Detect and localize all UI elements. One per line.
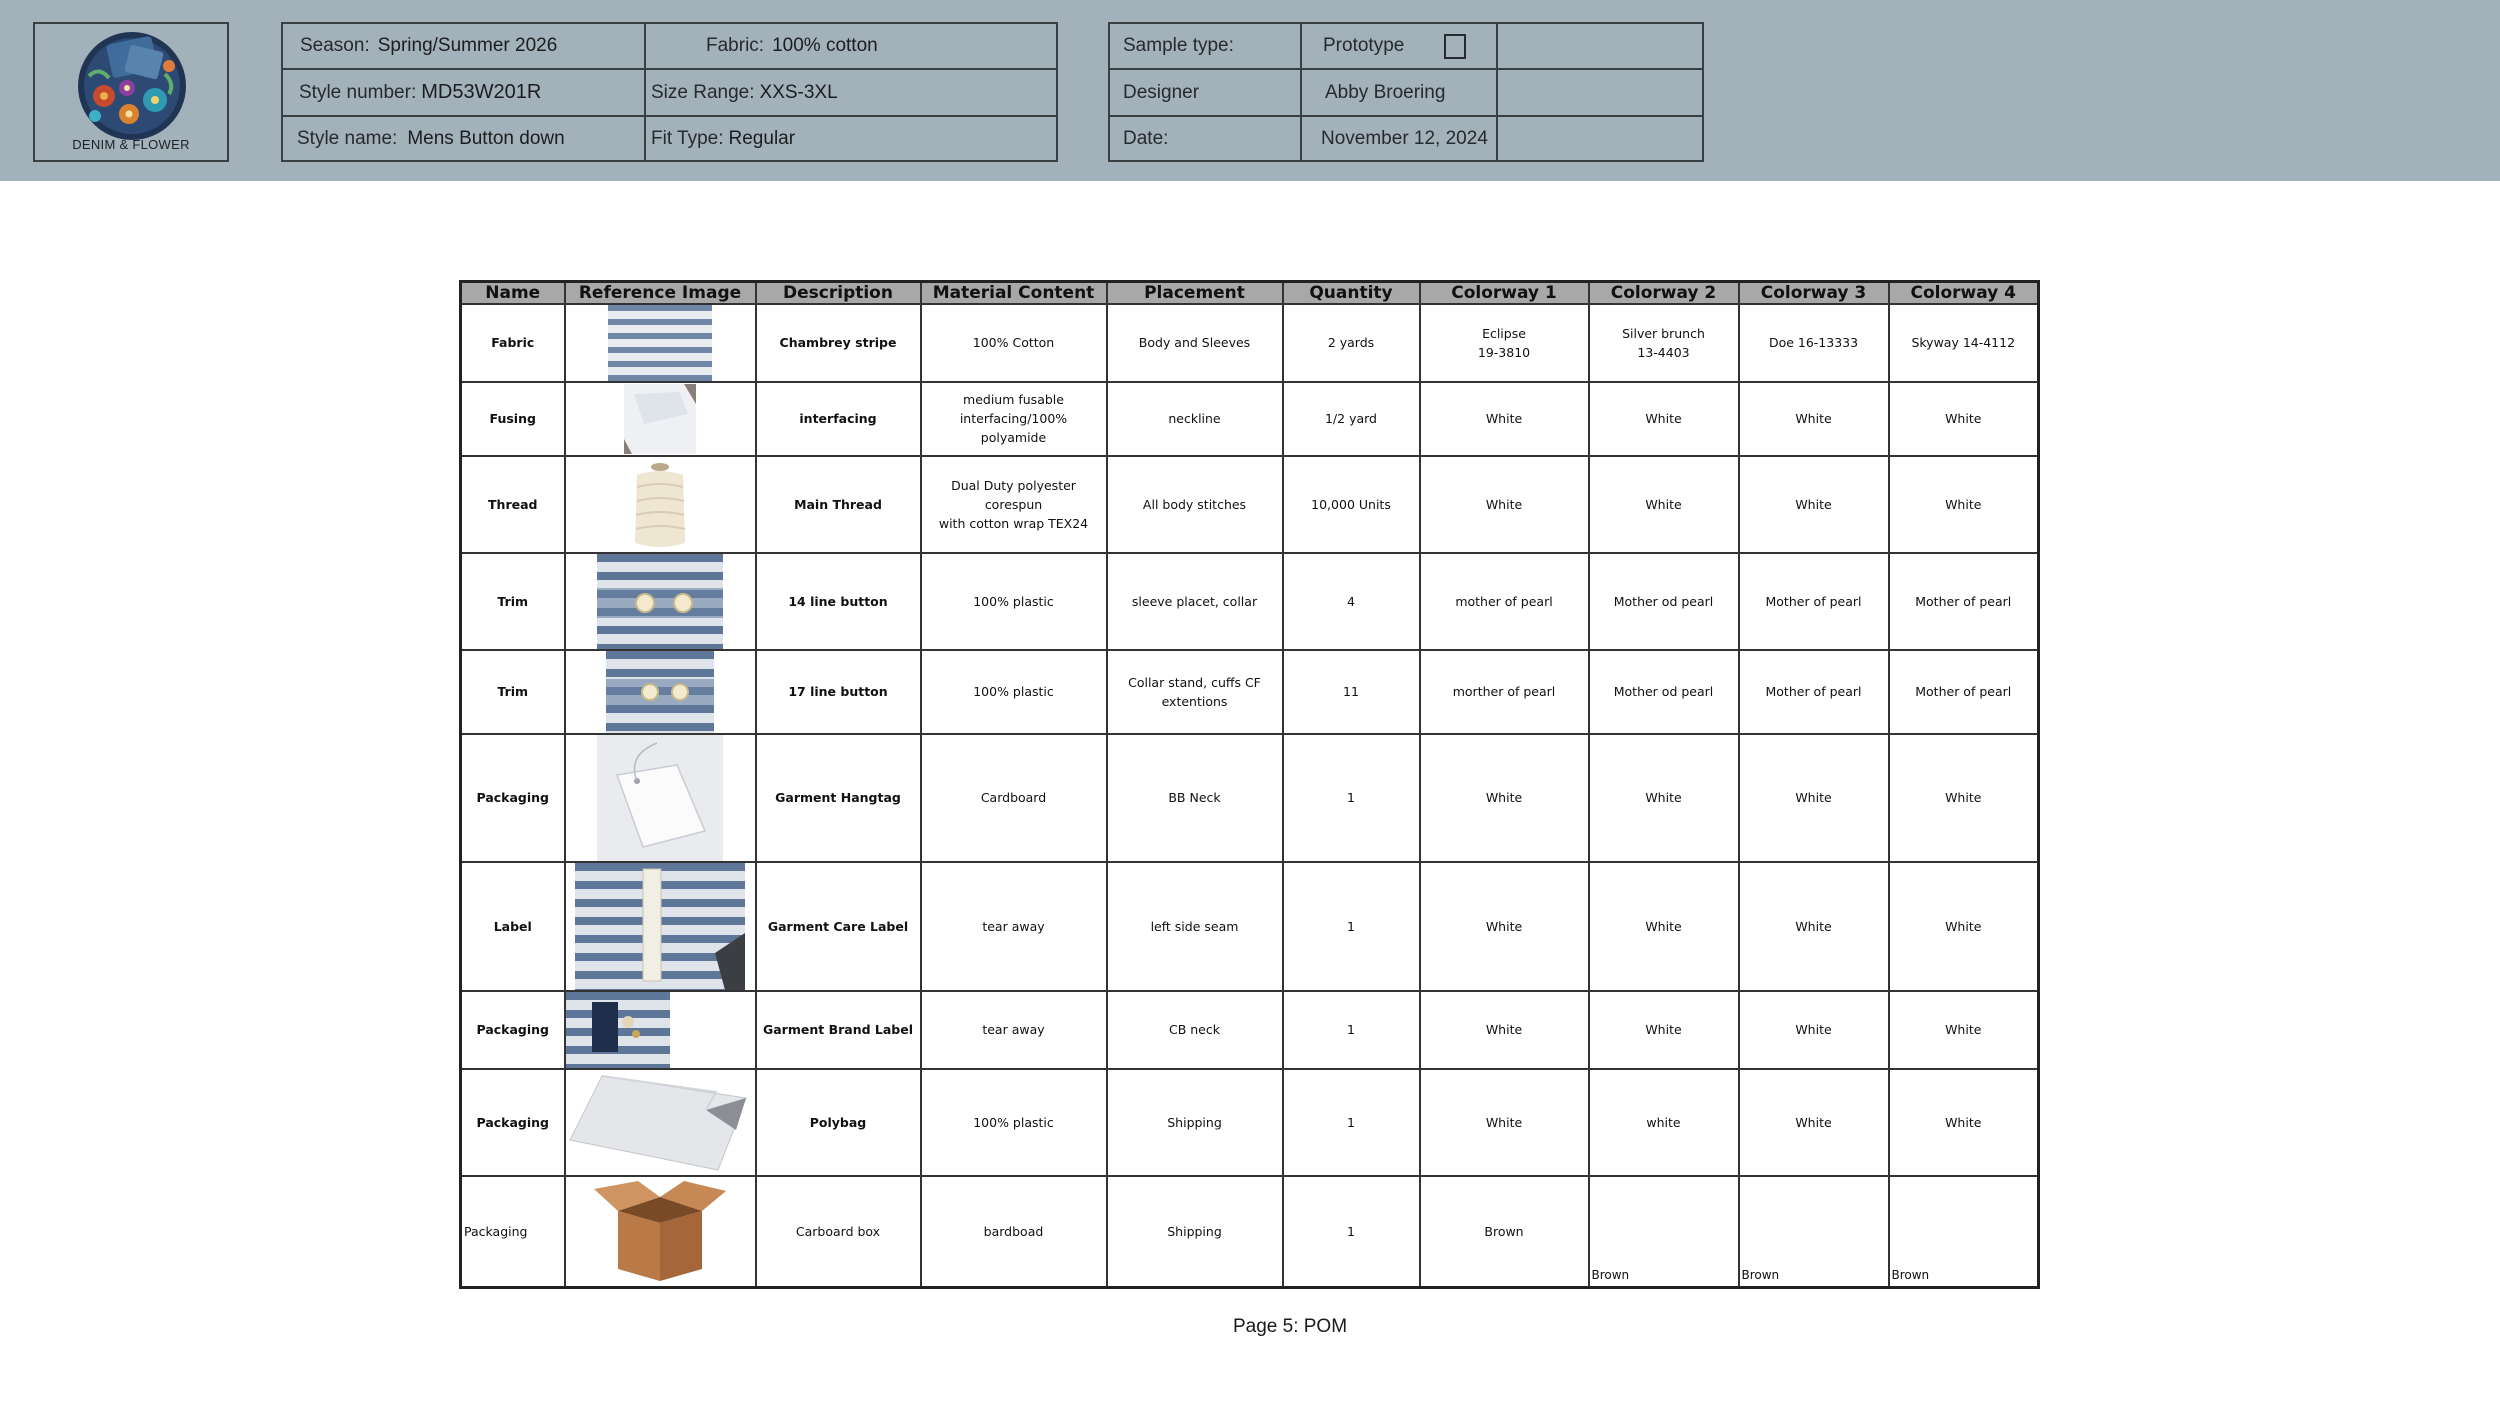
colorway-4: Mother of pearl xyxy=(1889,650,2039,734)
material-content: 100% plastic xyxy=(921,553,1107,650)
reference-image xyxy=(565,382,756,456)
style-name-row xyxy=(283,117,1056,160)
placement: CB neck xyxy=(1107,991,1283,1069)
style-number-label: Style number: xyxy=(299,81,417,103)
colorway-3: White xyxy=(1739,862,1889,991)
designer-value: Abby Broering xyxy=(1325,81,1446,103)
date-value: November 12, 2024 xyxy=(1321,127,1488,149)
colorway-1: mother of pearl xyxy=(1420,553,1589,650)
material-content: Cardboard xyxy=(921,734,1107,862)
care-label-image xyxy=(575,863,745,990)
material-content: tear away xyxy=(921,862,1107,991)
button-trim-image xyxy=(597,554,723,649)
quantity: 1/2 yard xyxy=(1283,382,1420,456)
colorway-1: White xyxy=(1420,456,1589,553)
colorway-3: White xyxy=(1739,382,1889,456)
thread-spool-image xyxy=(629,457,691,551)
item-description: Main Thread xyxy=(756,456,921,553)
item-name: Trim xyxy=(461,553,565,650)
table-row xyxy=(461,1069,2039,1176)
table-row xyxy=(461,553,2039,650)
reference-image xyxy=(565,1069,756,1176)
column-header: Placement xyxy=(1107,282,1283,304)
item-description: Polybag xyxy=(756,1069,921,1176)
colorway-4: White xyxy=(1889,1069,2039,1176)
quantity: 1 xyxy=(1283,991,1420,1069)
item-name: Fusing xyxy=(461,382,565,456)
colorway-4: White xyxy=(1889,456,2039,553)
column-header: Colorway 2 xyxy=(1589,282,1739,304)
colorway-1: Eclipse 19-3810 xyxy=(1420,304,1589,382)
cardboard-box-image xyxy=(590,1177,730,1285)
placement: Body and Sleeves xyxy=(1107,304,1283,382)
item-description: Garment Brand Label xyxy=(756,991,921,1069)
item-name: Label xyxy=(461,862,565,991)
sample-info-box xyxy=(1108,22,1704,162)
table-header-row xyxy=(461,282,2039,304)
fabric-label: Fabric: xyxy=(706,35,765,56)
placement: Shipping xyxy=(1107,1069,1283,1176)
item-name: Packaging xyxy=(461,1069,565,1176)
colorway-2: White xyxy=(1589,456,1739,553)
reference-image xyxy=(565,456,756,553)
column-header: Name xyxy=(461,282,565,304)
item-name: Packaging xyxy=(461,991,565,1069)
colorway-3: Doe 16-13333 xyxy=(1739,304,1889,382)
sample-type-value: Prototype xyxy=(1323,35,1405,56)
table-row xyxy=(461,456,2039,553)
table-row xyxy=(461,382,2039,456)
placement: neckline xyxy=(1107,382,1283,456)
colorway-1: morther of pearl xyxy=(1420,650,1589,734)
material-content: 100% plastic xyxy=(921,1069,1107,1176)
colorway-2: Brown xyxy=(1589,1176,1739,1288)
designer-row xyxy=(1110,70,1702,117)
item-description: Chambrey stripe xyxy=(756,304,921,382)
bom-table xyxy=(459,280,2040,1289)
colorway-2: White xyxy=(1589,991,1739,1069)
column-header: Description xyxy=(756,282,921,304)
colorway-4: Mother of pearl xyxy=(1889,553,2039,650)
fabric-value: 100% cotton xyxy=(772,35,878,56)
reference-image xyxy=(565,553,756,650)
colorway-2: White xyxy=(1589,862,1739,991)
sample-type-label: Sample type: xyxy=(1123,35,1234,56)
colorway-2: Silver brunch 13-4403 xyxy=(1589,304,1739,382)
material-content: Dual Duty polyester corespun with cotton wrap TEX24 xyxy=(921,456,1107,553)
colorway-4: Skyway 14-4112 xyxy=(1889,304,2039,382)
striped-fabric-image xyxy=(608,305,712,381)
quantity: 2 yards xyxy=(1283,304,1420,382)
quantity: 1 xyxy=(1283,1176,1420,1288)
brand-label-image xyxy=(566,992,670,1068)
quantity: 4 xyxy=(1283,553,1420,650)
material-content: tear away xyxy=(921,991,1107,1069)
column-header: Reference Image xyxy=(565,282,756,304)
style-name-value: Mens Button down xyxy=(407,127,565,149)
item-description: Garment Hangtag xyxy=(756,734,921,862)
material-content: bardboad xyxy=(921,1176,1107,1288)
placement: left side seam xyxy=(1107,862,1283,991)
colorway-4: White xyxy=(1889,734,2039,862)
colorway-3: White xyxy=(1739,734,1889,862)
sample-type-row xyxy=(1110,24,1702,70)
column-header: Colorway 4 xyxy=(1889,282,2039,304)
size-range-label: Size Range: xyxy=(651,81,755,103)
item-description: 14 line button xyxy=(756,553,921,650)
column-header: Colorway 3 xyxy=(1739,282,1889,304)
placement: Collar stand, cuffs CF extentions xyxy=(1107,650,1283,734)
colorway-3: White xyxy=(1739,1069,1889,1176)
colorway-1: Brown xyxy=(1420,1176,1589,1288)
material-content: 100% Cotton xyxy=(921,304,1107,382)
season-value: Spring/Summer 2026 xyxy=(377,35,558,56)
item-description: 17 line button xyxy=(756,650,921,734)
style-info-box xyxy=(281,22,1058,162)
item-description: Carboard box xyxy=(756,1176,921,1288)
size-range-value: XXS-3XL xyxy=(759,81,838,103)
season-row xyxy=(283,24,1056,70)
hangtag-image xyxy=(597,735,723,861)
style-name-label: Style name: xyxy=(297,127,398,149)
quantity: 1 xyxy=(1283,862,1420,991)
page-label: Page 5: POM xyxy=(1232,1316,1348,1337)
colorway-2: White xyxy=(1589,382,1739,456)
item-description: Garment Care Label xyxy=(756,862,921,991)
logo-text: DENIM & FLOWER xyxy=(72,137,190,152)
colorway-3: Brown xyxy=(1739,1176,1889,1288)
colorway-4: White xyxy=(1889,862,2039,991)
table-row xyxy=(461,991,2039,1069)
designer-label: Designer xyxy=(1123,81,1200,103)
column-header: Colorway 1 xyxy=(1420,282,1589,304)
material-content: medium fusable interfacing/100% polyamide xyxy=(921,382,1107,456)
colorway-1: White xyxy=(1420,862,1589,991)
colorway-3: Mother of pearl xyxy=(1739,650,1889,734)
fit-type-label: Fit Type: xyxy=(651,127,724,149)
colorway-3: White xyxy=(1739,456,1889,553)
brand-logo xyxy=(33,22,229,162)
table-row xyxy=(461,862,2039,991)
fit-type-value: Regular xyxy=(728,127,796,149)
denim-flower-logo-icon xyxy=(69,26,195,144)
colorway-4: Brown xyxy=(1889,1176,2039,1288)
quantity: 10,000 Units xyxy=(1283,456,1420,553)
colorway-4: White xyxy=(1889,382,2039,456)
colorway-2: Mother od pearl xyxy=(1589,650,1739,734)
date-label: Date: xyxy=(1123,127,1169,149)
interfacing-image xyxy=(624,384,696,454)
item-description: interfacing xyxy=(756,382,921,456)
placement: BB Neck xyxy=(1107,734,1283,862)
table-row xyxy=(461,650,2039,734)
colorway-1: White xyxy=(1420,991,1589,1069)
colorway-1: White xyxy=(1420,1069,1589,1176)
colorway-2: Mother od pearl xyxy=(1589,553,1739,650)
season-label: Season: xyxy=(300,35,370,56)
style-number-value: MD53W201R xyxy=(421,81,542,103)
item-name: Trim xyxy=(461,650,565,734)
placement: sleeve placet, collar xyxy=(1107,553,1283,650)
reference-image xyxy=(565,650,756,734)
colorway-2: White xyxy=(1589,734,1739,862)
colorway-1: White xyxy=(1420,382,1589,456)
quantity: 1 xyxy=(1283,1069,1420,1176)
reference-image xyxy=(565,304,756,382)
colorway-2: white xyxy=(1589,1069,1739,1176)
colorway-3: White xyxy=(1739,991,1889,1069)
polybag-image xyxy=(566,1070,755,1174)
column-header: Material Content xyxy=(921,282,1107,304)
table-row xyxy=(461,304,2039,382)
table-row xyxy=(461,734,2039,862)
date-row xyxy=(1110,117,1702,160)
colorway-3: Mother of pearl xyxy=(1739,553,1889,650)
quantity: 11 xyxy=(1283,650,1420,734)
quantity: 1 xyxy=(1283,734,1420,862)
item-name: Thread xyxy=(461,456,565,553)
reference-image xyxy=(565,991,756,1069)
colorway-1: White xyxy=(1420,734,1589,862)
header-band xyxy=(0,0,2500,181)
material-content: 100% plastic xyxy=(921,650,1107,734)
reference-image xyxy=(565,734,756,862)
column-header: Quantity xyxy=(1283,282,1420,304)
style-number-row xyxy=(283,70,1056,117)
table-row xyxy=(461,1176,2039,1288)
item-name: Packaging xyxy=(461,734,565,862)
colorway-4: White xyxy=(1889,991,2039,1069)
reference-image xyxy=(565,1176,756,1288)
prototype-checkbox[interactable] xyxy=(1444,34,1466,59)
placement: All body stitches xyxy=(1107,456,1283,553)
item-name: Fabric xyxy=(461,304,565,382)
placement: Shipping xyxy=(1107,1176,1283,1288)
reference-image xyxy=(565,862,756,991)
button-trim-image xyxy=(606,651,714,733)
item-name: Packaging xyxy=(461,1176,565,1288)
